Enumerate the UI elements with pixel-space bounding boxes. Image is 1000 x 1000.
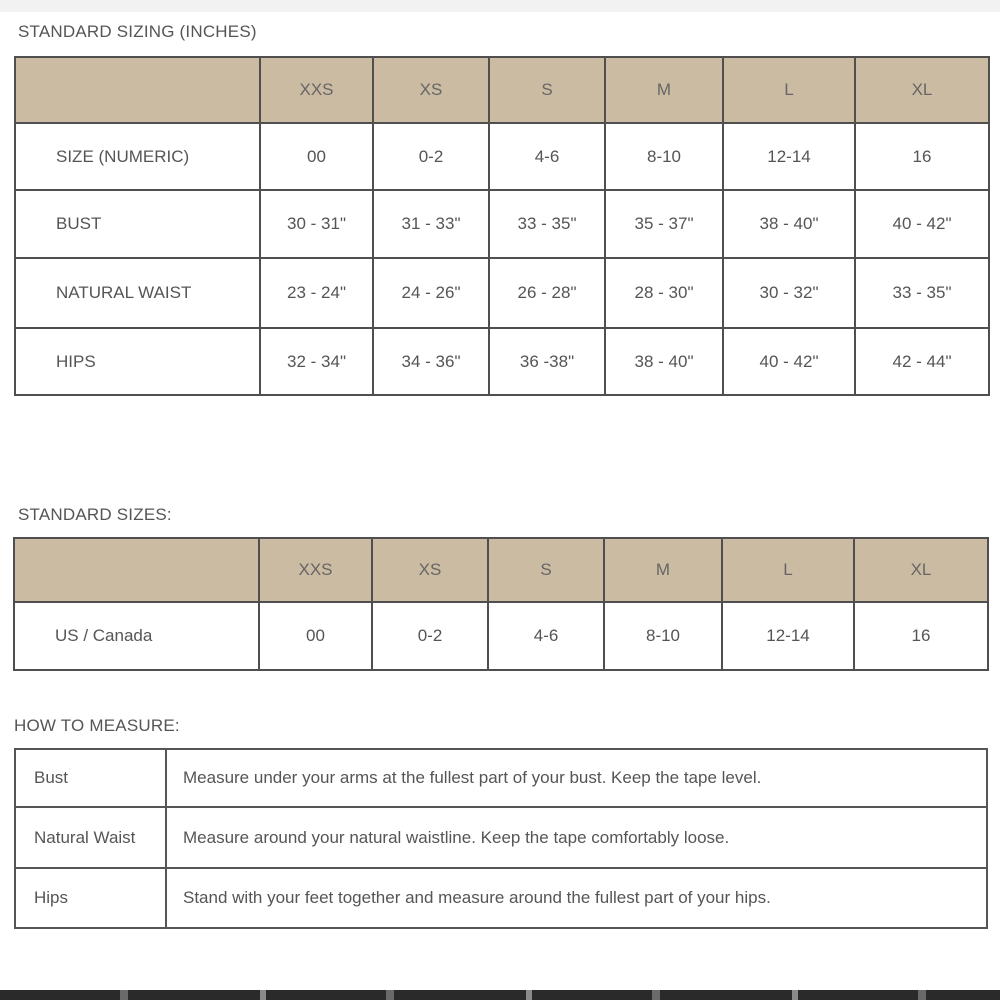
table-row <box>15 328 989 395</box>
measure-label: Hips <box>15 868 166 928</box>
table-cell: 23 - 24" <box>260 258 373 328</box>
table-cell: 38 - 40" <box>723 190 855 258</box>
table-cell: 34 - 36" <box>373 328 489 395</box>
table-cell: 8-10 <box>605 123 723 190</box>
table-cell: 00 <box>260 123 373 190</box>
measure-instruction: Measure around your natural waistline. Keep the tape comfortably loose. <box>166 807 987 868</box>
table-cell: 12-14 <box>723 123 855 190</box>
header-corner-cell <box>15 57 260 123</box>
table-row <box>14 602 988 670</box>
size-column-header: XL <box>854 538 988 602</box>
how-to-measure-title: HOW TO MEASURE: <box>14 716 180 735</box>
measure-instruction: Stand with your feet together and measure around the fullest part of your hips. <box>166 868 987 928</box>
standard-sizes-title: STANDARD SIZES: <box>18 505 172 524</box>
size-column-header: M <box>604 538 722 602</box>
table-cell: 0-2 <box>372 602 488 670</box>
table-cell: 40 - 42" <box>855 190 989 258</box>
table-cell: 32 - 34" <box>260 328 373 395</box>
measure-label: Bust <box>15 749 166 807</box>
size-column-header: XXS <box>259 538 372 602</box>
table-cell: 30 - 31" <box>260 190 373 258</box>
sizing-header-row <box>15 57 989 123</box>
row-label: US / Canada <box>14 602 259 670</box>
table-row <box>15 749 987 807</box>
table-cell: 0-2 <box>373 123 489 190</box>
table-row <box>15 807 987 868</box>
table-cell: 8-10 <box>604 602 722 670</box>
measure-label: Natural Waist <box>15 807 166 868</box>
row-label: SIZE (NUMERIC) <box>15 123 260 190</box>
size-column-header: S <box>488 538 604 602</box>
table-cell: 00 <box>259 602 372 670</box>
table-cell: 35 - 37" <box>605 190 723 258</box>
table-cell: 26 - 28" <box>489 258 605 328</box>
table-row <box>15 190 989 258</box>
table-cell: 4-6 <box>489 123 605 190</box>
size-column-header: S <box>489 57 605 123</box>
standard-sizes-table <box>13 537 989 671</box>
how-to-measure-table <box>14 748 988 929</box>
table-cell: 33 - 35" <box>855 258 989 328</box>
size-column-header: XL <box>855 57 989 123</box>
size-column-header: M <box>605 57 723 123</box>
row-label: HIPS <box>15 328 260 395</box>
size-column-header: XS <box>372 538 488 602</box>
table-cell: 24 - 26" <box>373 258 489 328</box>
table-cell: 42 - 44" <box>855 328 989 395</box>
row-label: NATURAL WAIST <box>15 258 260 328</box>
table-cell: 33 - 35" <box>489 190 605 258</box>
table-cell: 12-14 <box>722 602 854 670</box>
table-cell: 30 - 32" <box>723 258 855 328</box>
table-cell: 16 <box>854 602 988 670</box>
size-column-header: XS <box>373 57 489 123</box>
table-row <box>15 123 989 190</box>
table-row <box>15 258 989 328</box>
row-label: BUST <box>15 190 260 258</box>
size-column-header: L <box>723 57 855 123</box>
standard-sizes-header-row <box>14 538 988 602</box>
table-cell: 31 - 33" <box>373 190 489 258</box>
sizing-chart-table <box>14 56 990 396</box>
sizing-chart-title: STANDARD SIZING (INCHES) <box>18 22 257 41</box>
table-cell: 38 - 40" <box>605 328 723 395</box>
size-column-header: XXS <box>260 57 373 123</box>
table-row <box>15 868 987 928</box>
table-cell: 4-6 <box>488 602 604 670</box>
bottom-edge-strip <box>0 990 1000 1000</box>
table-cell: 36 -38" <box>489 328 605 395</box>
size-column-header: L <box>722 538 854 602</box>
table-cell: 16 <box>855 123 989 190</box>
table-cell: 40 - 42" <box>723 328 855 395</box>
top-band <box>0 0 1000 12</box>
table-cell: 28 - 30" <box>605 258 723 328</box>
header-corner-cell <box>14 538 259 602</box>
measure-instruction: Measure under your arms at the fullest part of your bust. Keep the tape level. <box>166 749 987 807</box>
